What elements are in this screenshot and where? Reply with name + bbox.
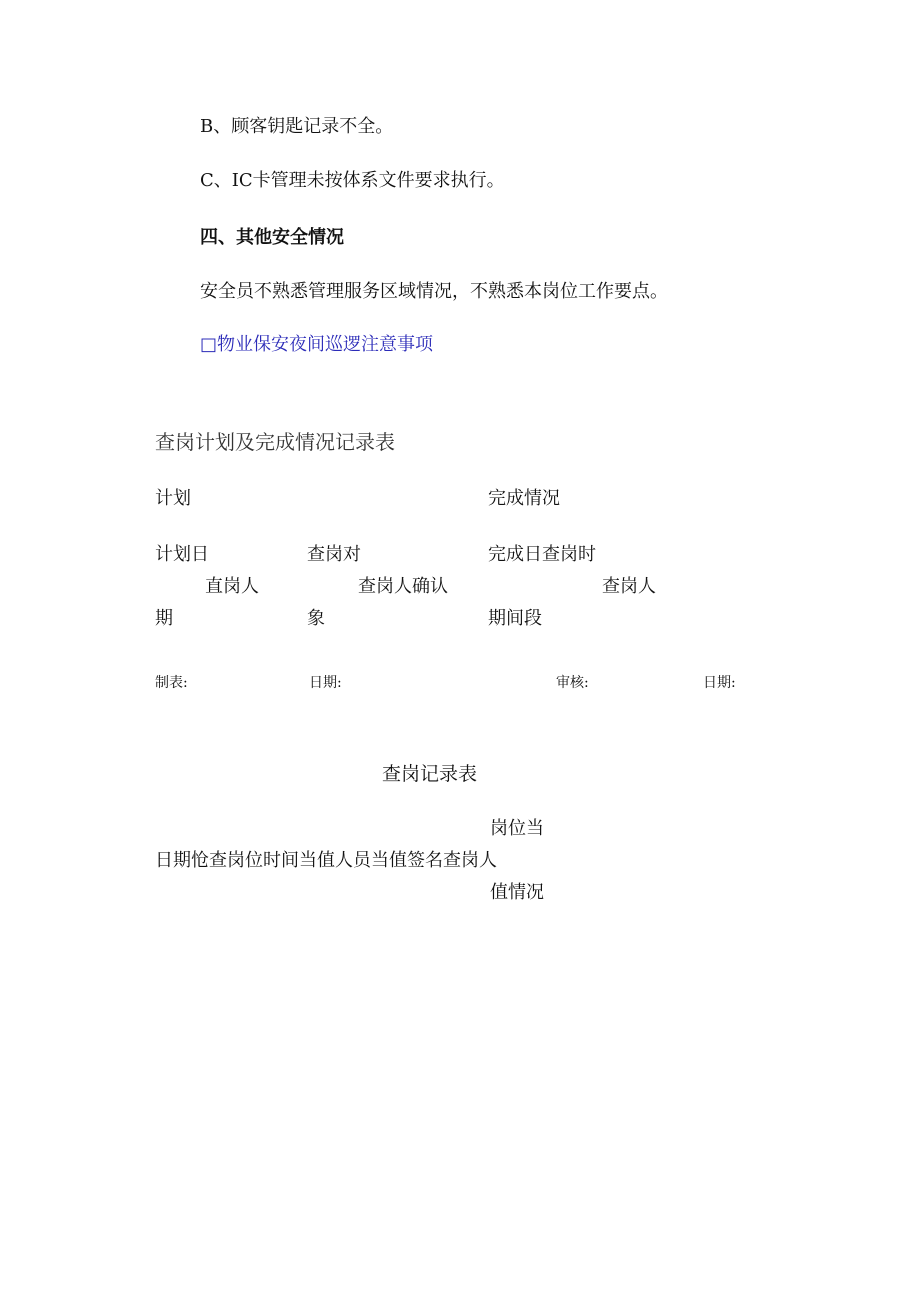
col-checker: 查岗人 [602,576,656,597]
col-on-duty: 直岗人 [205,576,259,597]
col-done-1: 完成日查岗时 [488,544,596,565]
col-plan-date-1: 计划日 [155,544,209,565]
footer-date-2: 日期: [703,675,736,691]
col-target-2: 象 [307,608,325,629]
col-target-1: 查岗对 [307,544,361,565]
item-b: B、顾客钥匙记录不全。 [200,116,394,137]
col-confirm: 查岗人确认 [358,576,448,597]
col-status-2: 值情况 [490,882,544,903]
record-table-title: 查岗记录表 [382,763,478,785]
footer-reviewed: 审核: [556,675,589,691]
group-plan: 计划 [155,488,191,509]
section-heading: 四、其他安全情况 [200,227,344,248]
footer-made-by: 制表: [155,675,188,691]
col-status-1: 岗位当 [490,818,544,839]
group-done: 完成情况 [488,488,560,509]
related-link[interactable]: □物业保安夜间巡逻注意事项 [200,334,434,355]
col-plan-date-2: 期 [155,608,173,629]
section-text: 安全员不熟悉管理服务区域情况，不熟悉本岗位工作要点。 [200,281,668,302]
record-header-row: 日期怆查岗位时间当值人员当值签名查岗人 [155,850,497,871]
plan-table-title: 查岗计划及完成情况记录表 [155,430,395,454]
footer-date-1: 日期: [309,675,342,691]
col-done-2: 期间段 [488,608,542,629]
item-c: C、IC卡管理未按体系文件要求执行。 [200,170,505,191]
